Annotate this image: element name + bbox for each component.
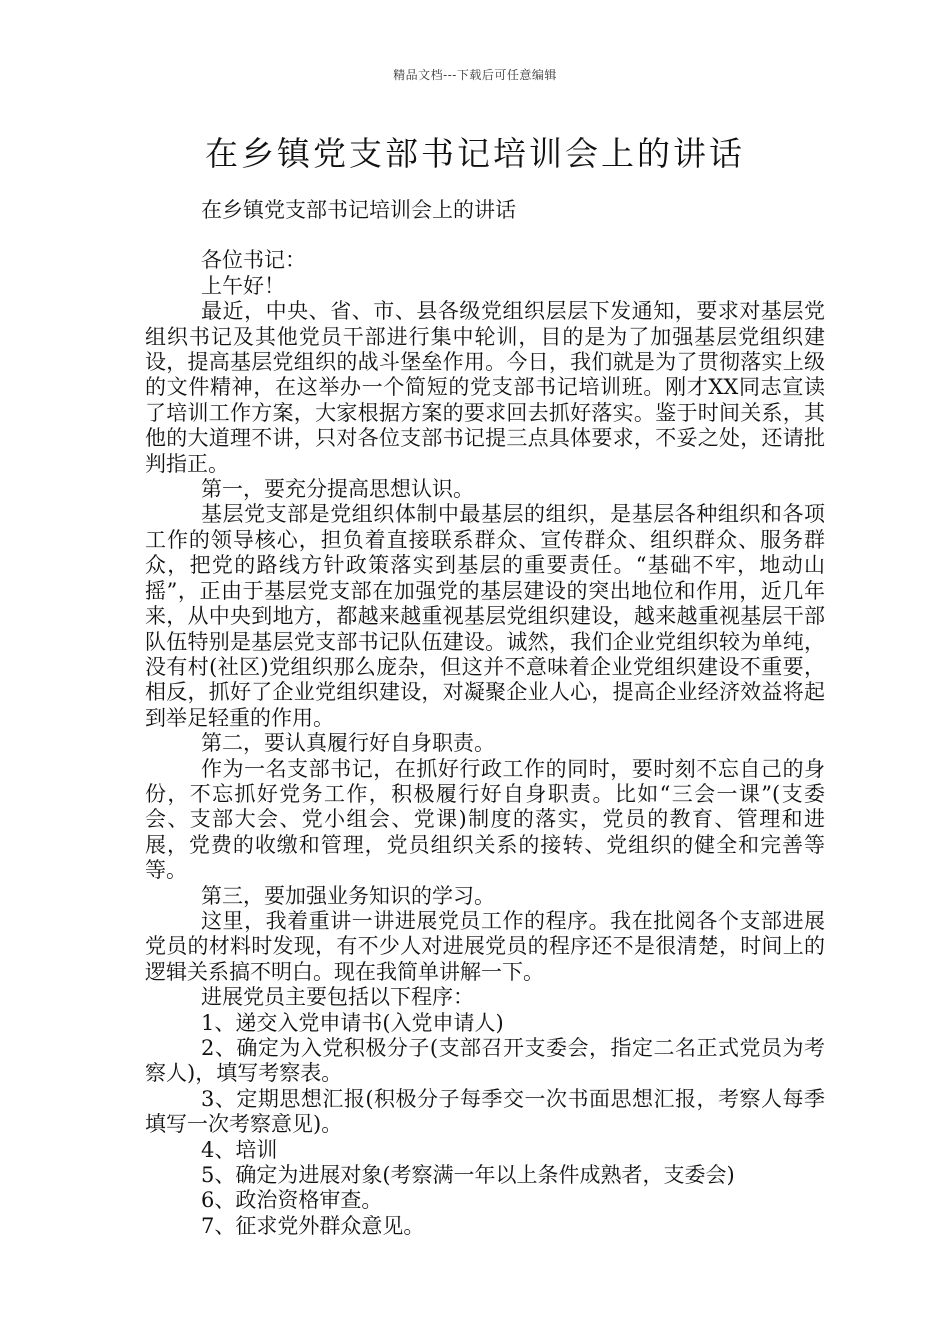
section-heading-first: 第一，要充分提高思想认识。 <box>201 477 474 502</box>
document-subtitle: 在乡镇党支部书记培训会上的讲话 <box>201 198 516 222</box>
body-paragraph-second: 作为一名支部书记，在抓好行政工作的同时，要时刻不忘自己的身份，不忘抓好党务工作，积极履行好自身职责。比如“三会一课”(支委会、支部大会、党小组会、党课)制度的落实，党员的教育、管理和进展，党费的收缴和管理，党员组织关系的接转、党组织的健全和完善等等。 <box>145 756 825 883</box>
procedure-step: 1、递交入党申请书(入党申请人) <box>201 1010 504 1035</box>
greeting: 上午好！ <box>201 273 285 298</box>
procedure-step: 3、定期思想汇报(积极分子每季交一次书面思想汇报，考察人每季填写一次考察意见)。 <box>145 1086 825 1137</box>
document-body <box>145 198 825 1239</box>
salutation: 各位书记： <box>201 248 306 273</box>
page-header-note: 精品文档---下载后可任意编辑 <box>393 68 557 82</box>
section-heading-third: 第三，要加强业务知识的学习。 <box>201 883 495 908</box>
procedure-intro: 进展党员主要包括以下程序： <box>201 985 474 1010</box>
body-paragraph-third: 这里，我着重讲一讲进展党员工作的程序。我在批阅各个支部进展党员的材料时发现，有不少人对进展党员的程序还不是很清楚，时间上的逻辑关系搞不明白。现在我简单讲解一下。 <box>145 908 825 984</box>
body-paragraph-intro: 最近，中央、省、市、县各级党组织层层下发通知，要求对基层党组织书记及其他党员干部进行集中轮训，目的是为了加强基层党组织建设，提高基层党组织的战斗堡垒作用。今日，我们就是为了贯彻落实上级的文件精神，在这举办一个简短的党支部书记培训班。刚才XX同志宣读了培训工作方案，大家根据方案的要求回去抓好落实。鉴于时间关系，其他的大道理不讲，只对各位支部书记提三点具体要求，不妥之处，还请批判指正。 <box>145 299 825 476</box>
procedure-step: 6、政治资格审查。 <box>201 1188 383 1213</box>
procedure-step: 7、征求党外群众意见。 <box>201 1213 425 1238</box>
section-heading-second: 第二，要认真履行好自身职责。 <box>201 731 495 756</box>
procedure-step: 4、培训 <box>201 1137 278 1162</box>
body-paragraph-first: 基层党支部是党组织体制中最基层的组织，是基层各种组织和各项工作的领导核心，担负着直接联系群众、宣传群众、组织群众、服务群众，把党的路线方针政策落实到基层的重要责任。“基础不牢，地动山摇”，正由于基层党支部在加强党的基层建设的突出地位和作用，近几年来，从中央到地方，都越来越重视基层党组织建设，越来越重视基层干部队伍特别是基层党支部书记队伍建设。诚然，我们企业党组织较为单纯，没有村(社区)党组织那么庞杂，但这并不意味着企业党组织建设不重要，相反，抓好了企业党组织建设，对凝聚企业人心，提高企业经济效益将起到举足轻重的作用。 <box>145 502 825 730</box>
document-title: 在乡镇党支部书记培训会上的讲话 <box>205 134 745 173</box>
procedure-step: 5、确定为进展对象(考察满一年以上条件成熟者，支委会) <box>201 1163 735 1188</box>
procedure-step: 2、确定为入党积极分子(支部召开支委会，指定二名正式党员为考察人)，填写考察表。 <box>145 1036 825 1086</box>
